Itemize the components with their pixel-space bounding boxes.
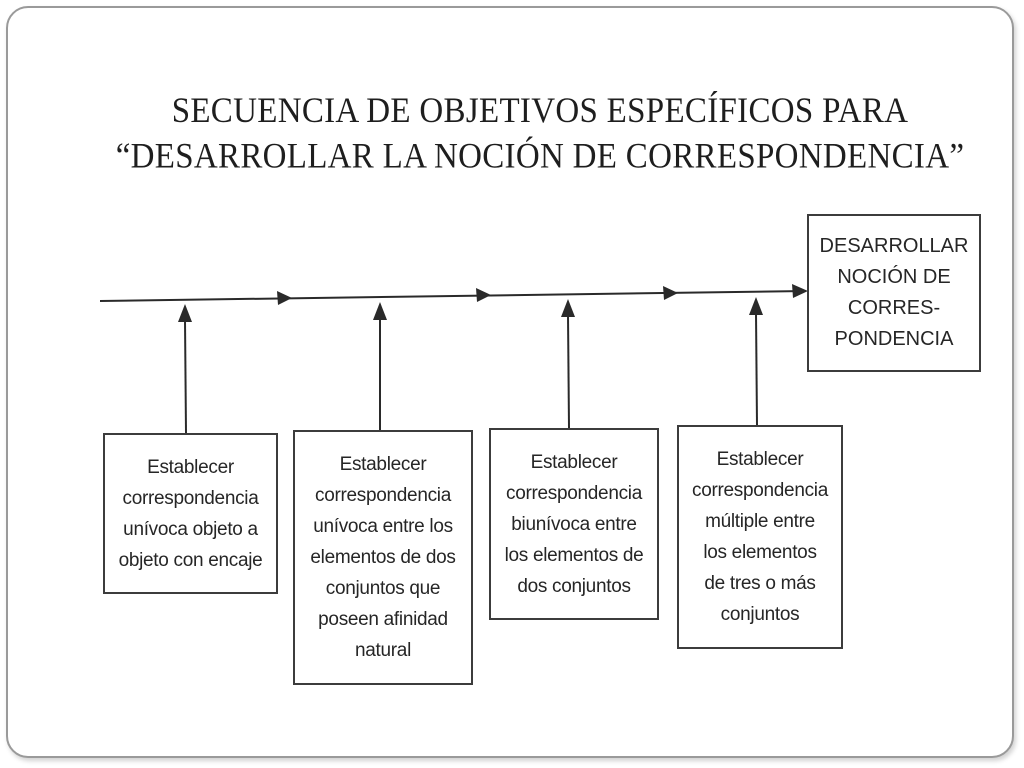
step-4-connector	[756, 313, 757, 425]
step-box-3: Establecer correspondencia biunívoca entre los elementos de dos conjuntos	[489, 428, 659, 620]
timeline-arrowhead-2	[476, 288, 491, 302]
step-box-2: Establecer correspondencia unívoca entre los elementos de dos conjuntos que poseen afinidad natural	[293, 430, 473, 685]
step-1-arrowhead	[178, 304, 192, 322]
title-line-1: SECUENCIA DE OBJETIVOS ESPECÍFICOS PARA	[171, 91, 909, 131]
timeline-arrowhead-1	[277, 291, 292, 305]
timeline-arrowhead-4	[792, 284, 808, 298]
step-4-arrowhead	[749, 297, 763, 315]
step-1-connector	[185, 320, 186, 433]
step-3-arrowhead	[561, 299, 575, 317]
title-line-2: “DESARROLLAR LA NOCIÓN DE CORRESPONDENCIA”	[115, 137, 965, 177]
goal-box: DESARROLLAR NOCIÓN DE CORRES- PONDENCIA	[807, 214, 981, 372]
step-box-4: Establecer correspondencia múltiple entre los elementos de tres o más conjuntos	[677, 425, 843, 649]
step-box-1: Establecer correspondencia unívoca objeto a objeto con encaje	[103, 433, 278, 594]
main-timeline	[100, 291, 806, 301]
timeline-arrowhead-3	[663, 286, 678, 300]
step-3-connector	[568, 315, 569, 428]
step-2-arrowhead	[373, 302, 387, 320]
